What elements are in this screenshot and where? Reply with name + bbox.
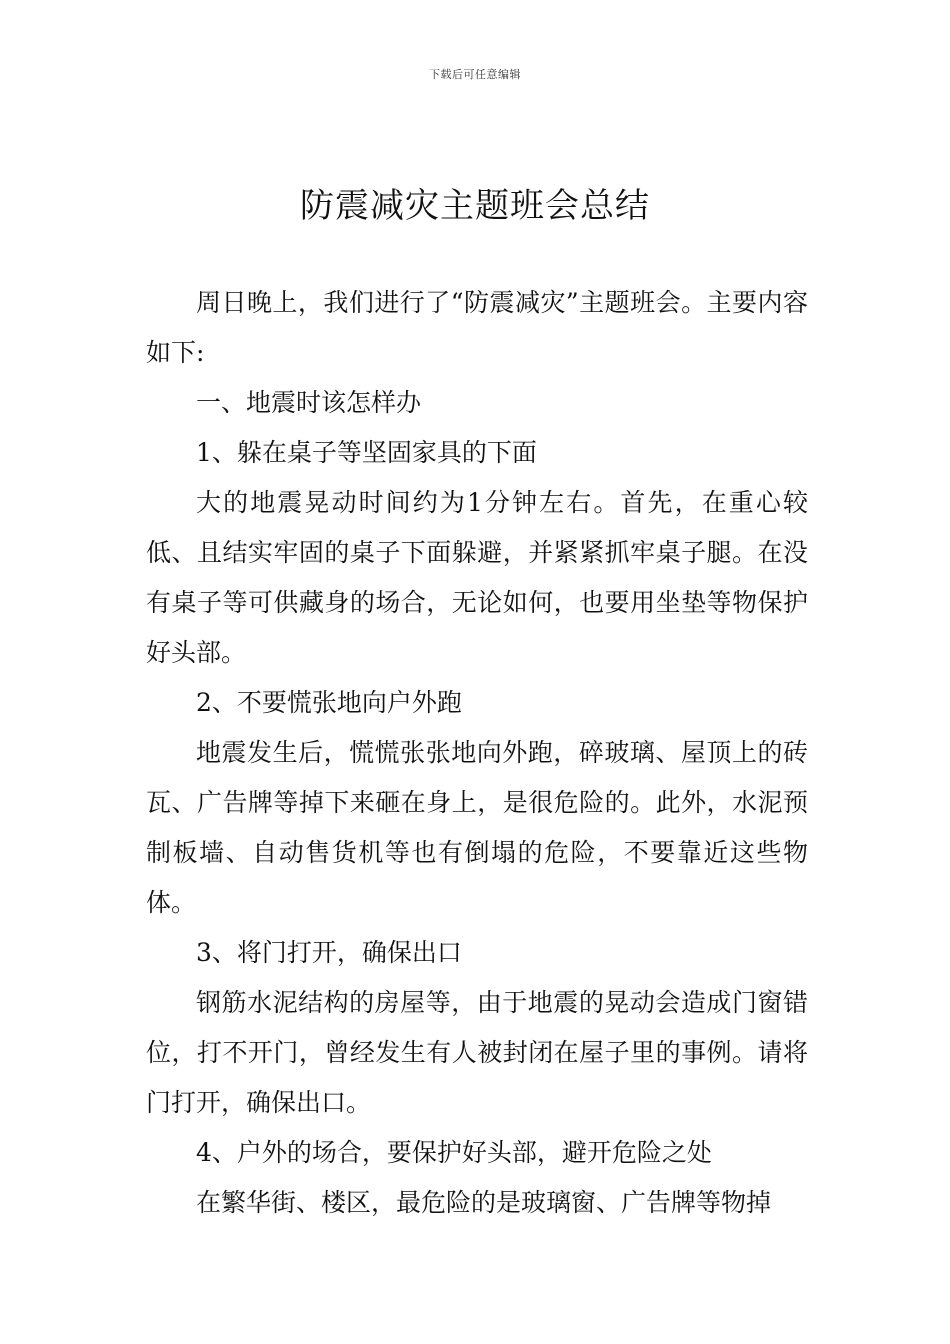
intro-paragraph: 周日晚上，我们进行了“防震减灾”主题班会。主要内容如下:	[146, 288, 808, 367]
section-heading: 一、地震时该怎样办	[196, 388, 422, 417]
item-paragraph-4: 在繁华街、楼区，最危险的是玻璃窗、广告牌等物掉	[196, 1188, 772, 1217]
item-paragraph-1: 大的地震晃动时间约为1分钟左右。首先，在重心较低、且结实牢固的桌子下面躲避，并紧紧抓牢桌子腿。在没有桌子等可供藏身的场合，无论如何，也要用坐垫等物保护好头部。	[146, 488, 808, 667]
item-heading-2: 2、不要慌张地向户外跑	[196, 688, 462, 717]
item-paragraph-2: 地震发生后，慌慌张张地向外跑，碎玻璃、屋顶上的砖瓦、广告牌等掉下来砸在身上，是很危险的。此外，水泥预制板墙、自动售货机等也有倒塌的危险，不要靠近这些物体。	[146, 738, 808, 917]
item-heading-3: 3、将门打开，确保出口	[196, 938, 462, 967]
document-body	[146, 278, 808, 1228]
item-heading-1: 1、躲在桌子等坚固家具的下面	[196, 438, 537, 467]
header-note: 下载后可任意编辑	[429, 68, 521, 81]
item-paragraph-3: 钢筋水泥结构的房屋等，由于地震的晃动会造成门窗错位，打不开门，曾经发生有人被封闭在屋子里的事例。请将门打开，确保出口。	[146, 988, 808, 1117]
document-title: 防震减灾主题班会总结	[300, 186, 650, 226]
item-heading-4: 4、户外的场合，要保护好头部，避开危险之处	[196, 1138, 712, 1167]
